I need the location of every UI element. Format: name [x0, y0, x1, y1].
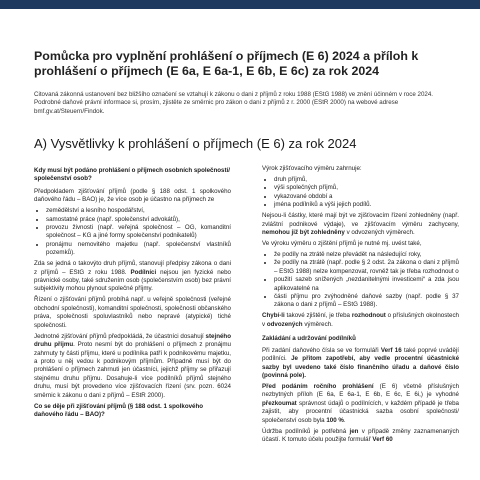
question-heading: Kdy musí být podáno prohlášení o příjmech osobních společností/ společenství osob? [34, 167, 230, 183]
intro-paragraph: Citovaná zákonná ustanovení bez bližšího označení se vztahují k zákonu o dani z příjmů z roku 1988 (EStG 1988) ve znění účinném v roce 2024. Podrobné daňové právní informace si, prosím, zjistěte ze směrnic pro zákon o dani z příjmů z r. 2000 (EStR 2000) na webové adrese bmf.gv.at/Steuern/Findok. [34, 91, 433, 115]
right-column [262, 165, 459, 447]
document-title: Pomůcka pro vyplnění prohlášení o příjmech (E 6) 2024 a příloh k prohlášení o příjmech (E 6a, E 6a-1, E 6b, E 6c) za rok 2024 [34, 49, 419, 78]
list-item: • části příjmu pro zvýhodněné daňové sazby (např. podle § 37 zákona o dani z příjmů – EStG 1988). [274, 293, 459, 310]
list-item: • použití sazeb snížených „nezdanitelnými investicemi“ a zda jsou aplikovatelné na [274, 276, 459, 293]
list-item: • pronájmu nemovitého majetku (např. společenství vlastníků pozemků). [46, 241, 231, 258]
paragraph: Údržba podílníků je potřebná jen v případě změny zaznamenaných účastí. K tomuto účelu použijte formulář Verf 60 [262, 427, 459, 443]
paragraph: Při zadání daňového čísla se ve formuláři Verf 16 také poprvé uvádějí podílníci. Je přitom zapotřebí, aby vedle procentní účastnické sazby byl uvedeno také číslo finančního úřadu a daňové číslo (povinná pole). [262, 346, 460, 379]
header-bar [0, 0, 480, 9]
ruling-contents-list [262, 176, 459, 210]
list-item: • že podíly na ztrátě nelze převádět na následující roky, [274, 251, 459, 259]
paragraph: Nejsou-li částky, které mají být ve zjišťovacím řízení zohledněny (např. zvláštní podnikové výdaje), ve zjišťovacím výměru zachyceny, nemohou již být zohledněny v odvozených výměrech. [262, 212, 459, 237]
paragraph: Řízení o zjišťování příjmů probíhá např. u veřejně společnosti (veřejné obchodní společnosti), komanditní společnosti, společnosti občanského práva, společnosti spoluvlastníků nebo nepravé (atypické) tiché společnosti. [34, 296, 231, 329]
list-item: • zemědělství a lesního hospodářství, [46, 207, 231, 215]
list-item: • samostatné práce (např. společenství advokátů), [46, 216, 231, 224]
list-item: • provozu živnosti (např. veřejná společnost – OG, komanditní společnost – KG a jiné formy společenství podnikatelů) [46, 224, 231, 241]
paragraph: Zda se jedná o takovýto druh příjmů, stanovují předpisy zákona o dani z příjmů – EStG z roku 1988. Podílníci nejsou jen fyzické nebo právnické osoby, také sdružením osob (společenstvím osob) bez právní subjektivity mohou plynout společné příjmy. [34, 260, 231, 293]
paragraph: Před podáním ročního prohlášení (E 6) včetně příslušných nezbytných příloh (E 6a, E 6a-1, E 6b, E 6c, E 6i,) je vyhodné přezkoumat správnost údajů o podílnících, v každém případě je třeba zajistit, aby procentní účastnická sazba osobní společnosti/ společenství osob byla 100 %. [262, 382, 460, 424]
paragraph: Chybí-li takové zjištění, je třeba rozhodnout o příslušných okolnostech v odvozených výměrech. [262, 312, 459, 328]
section-heading: A) Vysvětlivky k prohlášení o příjmech (E 6) za rok 2024 [34, 136, 357, 151]
ruling-requirements-list [262, 251, 459, 310]
income-types-list [34, 207, 231, 257]
list-item: • vykazované období a [274, 193, 459, 201]
list-item: • druh příjmů, [274, 176, 459, 184]
paragraph: Jednotné zjišťování příjmů předpokládá, že účastníci dosahují stejného druhu příjmu. Proto nesmí být do prohlášení o příjmech z pronájmu zahrnuty ty části příjmu, které u podílníka patří k podnikovému majetku, a proto u něj vedou k podnikovým příjmům. Případně musí být do prohlášení o příjmech zahrnuti jen účastníci, jejichž příjmy se přiřazují stejnému druhu příjmu. Dosahuje-li více podílníků příjmů stejného druhu, musí být provedeno více zjišťovacích řízení (srv. pozn. 6024 směrnic k zákonu o dani z příjmů – EStR 2000). [34, 332, 232, 399]
list-item: • výši společných příjmů, [274, 184, 459, 192]
left-column [34, 165, 231, 423]
question-heading: Co se děje při zjišťování příjmů (§ 188 odst. 1 spolkového daňového řádu – BAO)? [34, 402, 204, 418]
paragraph: Ve výroku výměru o zjištění příjmů je nutné mj. uvést také, [262, 240, 422, 248]
paragraph: Předpokladem zjišťování příjmů (podle § 188 odst. 1 spolkového daňového řádu – BAO) je, že více osob je účastno na příjmech ze [34, 187, 231, 204]
subsection-heading: Zakládání a udržování podílníků [262, 335, 356, 343]
list-item: • že podíly na ztrátě (např. podle § 2 odst. 2a zákona o dani z příjmů – EStG 1988) nelze kompenzovat, rovněž tak je třeba rozhodnout o [274, 259, 459, 276]
list-item: • jména podílníků a výši jejich podílů. [274, 201, 459, 209]
paragraph: Výrok zjišťovacího výměru zahrnuje: [262, 165, 362, 172]
